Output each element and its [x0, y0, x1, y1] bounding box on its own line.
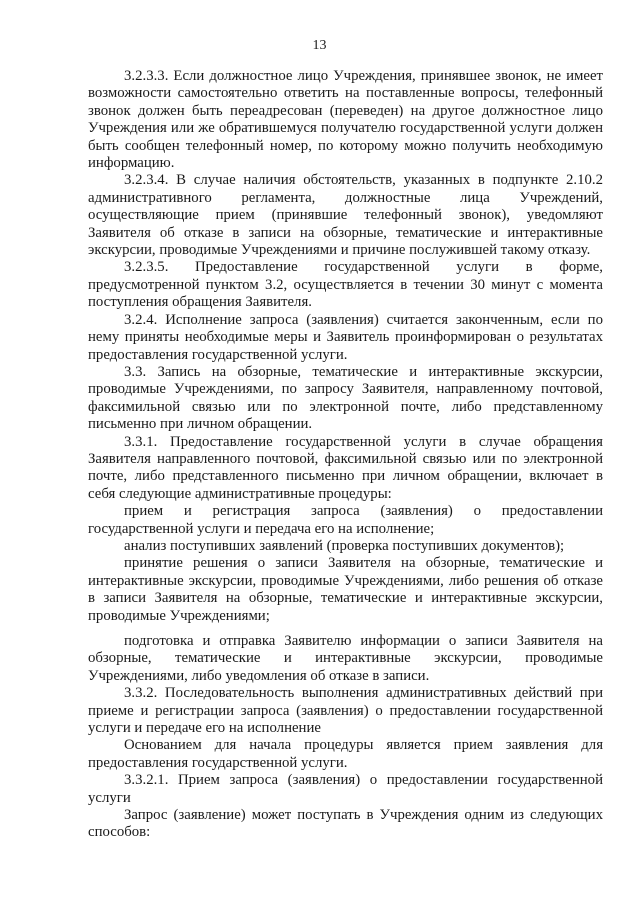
- procedure-item-decision: принятие решения о записи Заявителя на обзорные, тематические и интерактивные экскурсии, проводимые Учреждениями, либо решения об отказе в записи Заявителя на обзорные, тематические и интерактивные экскурсии, проводимые Учреждениями;: [88, 555, 603, 624]
- paragraph-3-2-4: 3.2.4. Исполнение запроса (заявления) считается законченным, если по нему приняты необходимые меры и Заявитель проинформирован о результатах предоставления государственной услуги.: [88, 311, 603, 363]
- paragraph-3-2-3-4: 3.2.3.4. В случае наличия обстоятельств, указанных в подпункте 2.10.2 административного регламента, должностные лица Учреждений, осуществляющие прием (принявшие телефонный звонок), уведомляют Заявителя об отказе в записи на обзорные, тематические и интерактивные экскурсии, проводимые Учреждениями и причине послужившей такому отказу.: [88, 172, 603, 259]
- paragraph-request-methods: Запрос (заявление) может поступать в Учреждения одним из следующих способов:: [88, 807, 603, 841]
- paragraph-3-3-2: 3.3.2. Последовательность выполнения административных действий при приеме и регистрации запроса (заявления) о предоставлении государственной услуги и передаче его на исполнение: [88, 685, 603, 737]
- procedure-item-reception: прием и регистрация запроса (заявления) о предоставлении государственной услуги и передача его на исполнение;: [88, 503, 603, 537]
- procedure-item-analysis: анализ поступивших заявлений (проверка поступивших документов);: [124, 537, 565, 554]
- procedure-item-notification: подготовка и отправка Заявителю информации о записи Заявителя на обзорные, тематические и интерактивные экскурсии, проводимые Учреждениями, либо уведомления об отказе в записи.: [88, 633, 603, 684]
- paragraph-3-3-1: 3.3.1. Предоставление государственной услуги в случае обращения Заявителя направленного почтовой, факсимильной связью или по электронной почте, либо представленного письменно при личном обращении, включает в себя следующие административные процедуры:: [88, 433, 603, 502]
- document-body: [88, 68, 603, 842]
- paragraph-3-3-2-1: 3.3.2.1. Прием запроса (заявления) о предоставлении государственной услуги: [88, 772, 603, 806]
- paragraph-basis: Основанием для начала процедуры является прием заявления для предоставления государственной услуги.: [88, 737, 603, 771]
- paragraph-3-2-3-3: 3.2.3.3. Если должностное лицо Учреждения, принявшее звонок, не имеет возможности самостоятельно ответить на поставленные вопросы, телефонный звонок должен быть переадресован (переведен) на другое должностное лицо Учреждения или же обратившемуся получателю государственной услуги должен быть сообщен телефонный номер, по которому можно получить необходимую информацию.: [88, 68, 603, 172]
- paragraph-3-3: 3.3. Запись на обзорные, тематические и интерактивные экскурсии, проводимые Учреждениями, по запросу Заявителя, направленному почтовой, факсимильной связью или по электронной почте, либо представленному письменно при личном обращении.: [88, 363, 603, 433]
- paragraph-3-2-3-5: 3.2.3.5. Предоставление государственной услуги в форме, предусмотренной пунктом 3.2, осуществляется в течении 30 минут с момента поступления обращения Заявителя.: [88, 259, 603, 311]
- page-number: 13: [312, 38, 327, 53]
